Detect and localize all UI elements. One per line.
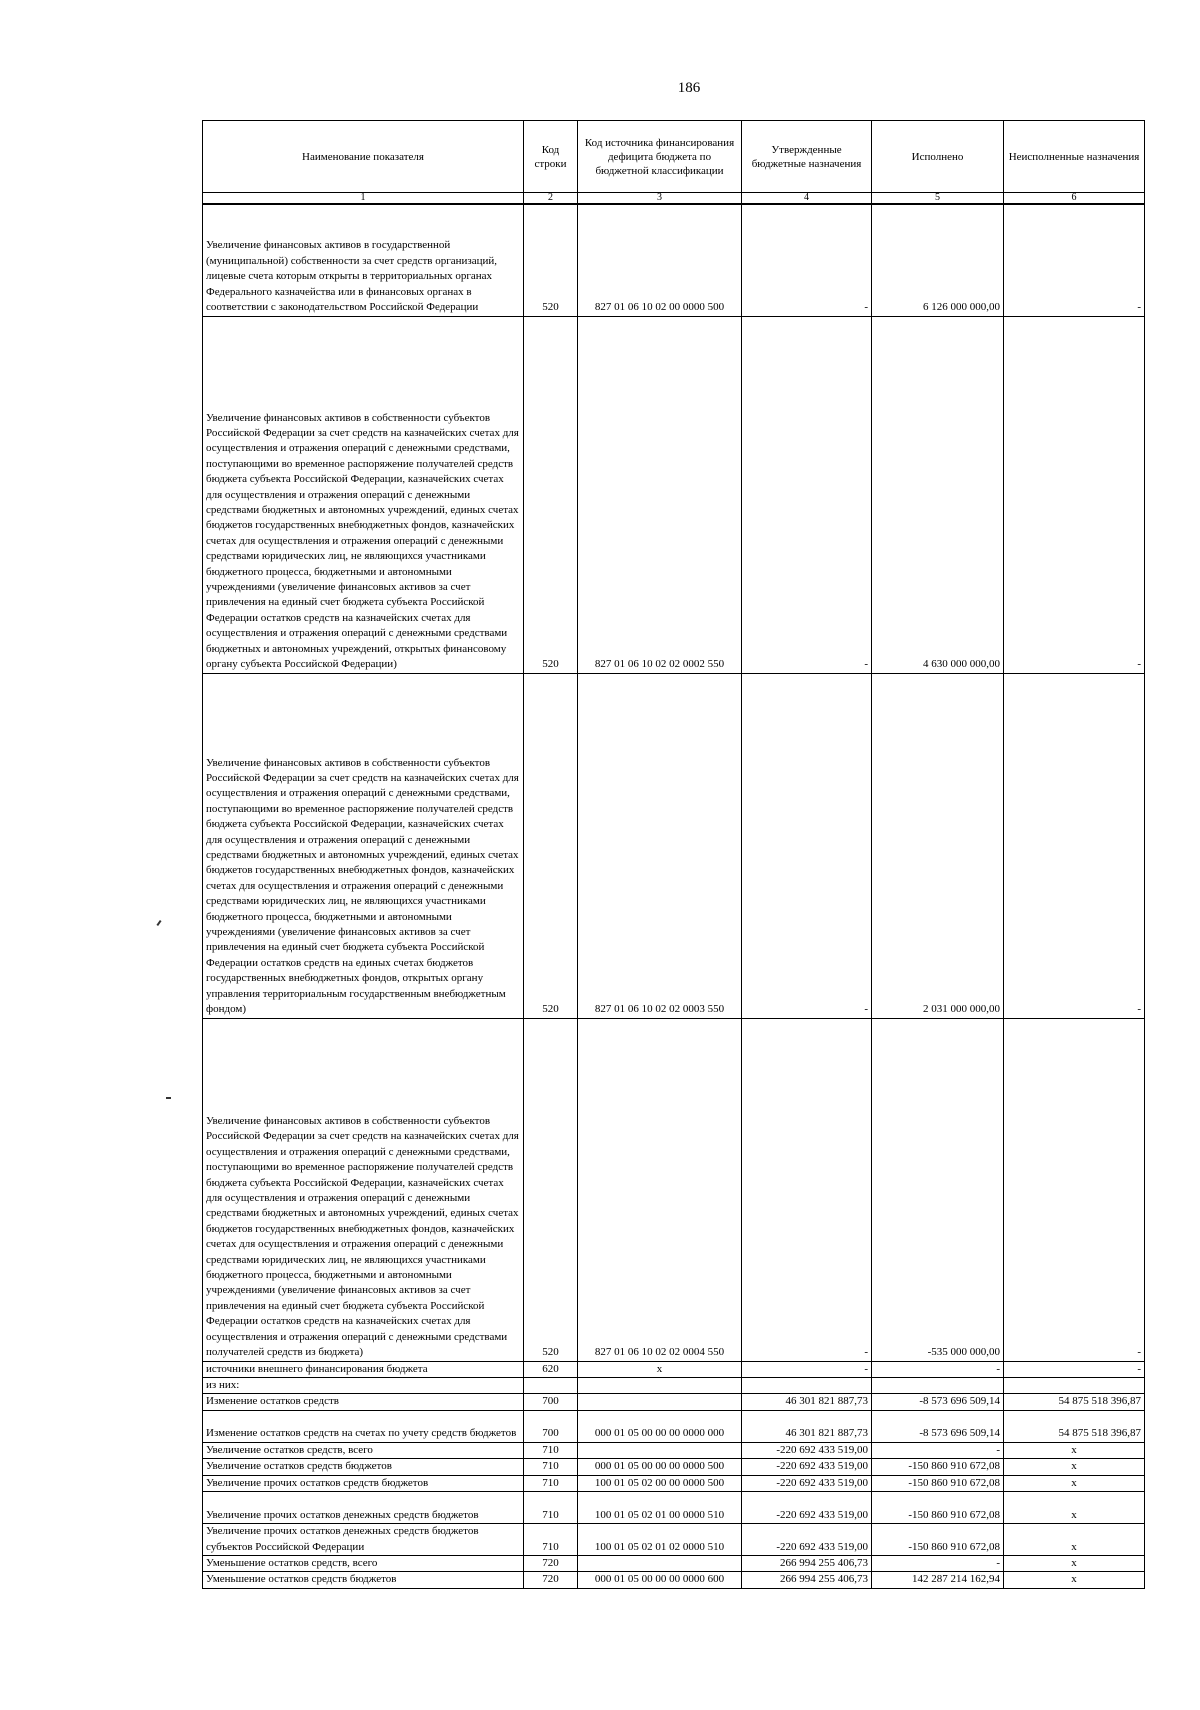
row-code: 720	[524, 1555, 578, 1571]
row-name: Увеличение прочих остатков средств бюджетов	[203, 1475, 524, 1491]
row-unexecuted: x	[1004, 1442, 1145, 1458]
header-unexecuted: Неисполненные назначения	[1004, 121, 1145, 193]
row-unexecuted: 54 875 518 396,87	[1004, 1394, 1145, 1410]
row-name: Увеличение остатков средств, всего	[203, 1442, 524, 1458]
row-name: Увеличение финансовых активов в собственности субъектов Российской Федерации за счет средств на казначейских счетах для осуществления и отражения операций с денежными средствами, поступающими во временное распоряжение получателей средств бюджета субъекта Российской Федерации, казначейских счетах для осуществления и отражения операций с денежными средствами бюджетных и автономных учреждений, единых счетах бюджетов государственных внебюджетных фондов, казначейских счетах для осуществления и отражения операций с денежными средствами юридических лиц, не являющихся участниками бюджетного процесса, бюджетными и автономными учреждениями (увеличение финансовых активов за счет привлечения на единый счет бюджета субъекта Российской Федерации остатков средств на казначейских счетах для осуществления и отражения операций с денежными средствами получателей средств из бюджета)	[203, 1018, 524, 1361]
row-executed: 142 287 214 162,94	[872, 1572, 1004, 1588]
row-code: 520	[524, 316, 578, 673]
row-code: 710	[524, 1523, 578, 1555]
row-source-code: x	[578, 1361, 742, 1377]
row-name: Увеличение прочих остатков денежных средств бюджетов	[203, 1491, 524, 1523]
page-number: 186	[677, 80, 701, 96]
row-executed: 2 031 000 000,00	[872, 673, 1004, 1018]
row-approved: -220 692 433 519,00	[742, 1475, 872, 1491]
row-name: Увеличение финансовых активов в собственности субъектов Российской Федерации за счет средств на казначейских счетах для осуществления и отражения операций с денежными средствами, поступающими во временное распоряжение получателей средств бюджета субъекта Российской Федерации, казначейских счетах для осуществления и отражения операций с денежными средствами бюджетных и автономных учреждений, единых счетах бюджетов государственных внебюджетных фондов, казначейских счетах для осуществления и отражения операций с денежными средствами юридических лиц, не являющихся участниками бюджетного процесса, бюджетными и автономными учреждениями (увеличение финансовых активов за счет привлечения на единый счет бюджета субъекта Российской Федерации остатков средств на казначейских счетах для осуществления и отражения операций с денежными средствами бюджетных и автономных учреждений, открытых финансовому органу субъекта Российской Федерации)	[203, 316, 524, 673]
row-executed: 4 630 000 000,00	[872, 316, 1004, 673]
table-row	[203, 1491, 1145, 1523]
row-unexecuted: 54 875 518 396,87	[1004, 1410, 1145, 1442]
row-source-code: 827 01 06 10 02 02 0003 550	[578, 673, 742, 1018]
row-source-code	[578, 1442, 742, 1458]
row-name: Увеличение остатков средств бюджетов	[203, 1459, 524, 1475]
column-number: 1	[203, 193, 524, 205]
row-unexecuted: -	[1004, 1018, 1145, 1361]
row-approved: -220 692 433 519,00	[742, 1523, 872, 1555]
row-code: 710	[524, 1442, 578, 1458]
row-executed: 6 126 000 000,00	[872, 204, 1004, 316]
row-source-code	[578, 1555, 742, 1571]
row-source-code: 000 01 05 00 00 00 0000 500	[578, 1459, 742, 1475]
column-number: 6	[1004, 193, 1145, 205]
row-code: 520	[524, 1018, 578, 1361]
row-approved	[742, 1377, 872, 1393]
table-row	[203, 1572, 1145, 1588]
row-approved: 46 301 821 887,73	[742, 1394, 872, 1410]
row-name: Увеличение прочих остатков денежных средств бюджетов субъектов Российской Федерации	[203, 1523, 524, 1555]
row-unexecuted: -	[1004, 673, 1145, 1018]
column-number: 2	[524, 193, 578, 205]
row-code: 620	[524, 1361, 578, 1377]
column-number: 3	[578, 193, 742, 205]
row-code: 520	[524, 204, 578, 316]
row-approved: -	[742, 316, 872, 673]
row-name: Изменение остатков средств на счетах по учету средств бюджетов	[203, 1410, 524, 1442]
row-name: из них:	[203, 1377, 524, 1393]
header-code: Код строки	[524, 121, 578, 193]
row-unexecuted: -	[1004, 1361, 1145, 1377]
row-source-code: 827 01 06 10 02 02 0002 550	[578, 316, 742, 673]
table-row	[203, 1523, 1145, 1555]
row-code	[524, 1377, 578, 1393]
row-approved: -220 692 433 519,00	[742, 1491, 872, 1523]
row-name: источники внешнего финансирования бюджета	[203, 1361, 524, 1377]
row-approved: -	[742, 204, 872, 316]
row-code: 710	[524, 1459, 578, 1475]
row-code: 710	[524, 1475, 578, 1491]
column-number: 5	[872, 193, 1004, 205]
row-approved: -	[742, 1018, 872, 1361]
header-approved: Утвержденные бюджетные назначения	[742, 121, 872, 193]
scan-mark	[166, 1097, 171, 1099]
row-source-code: 000 01 05 00 00 00 0000 600	[578, 1572, 742, 1588]
row-executed: -150 860 910 672,08	[872, 1475, 1004, 1491]
row-executed: -8 573 696 509,14	[872, 1394, 1004, 1410]
table-row	[203, 1410, 1145, 1442]
row-approved: -	[742, 673, 872, 1018]
table-row	[203, 1475, 1145, 1491]
row-executed: -	[872, 1442, 1004, 1458]
row-unexecuted: x	[1004, 1572, 1145, 1588]
row-approved: 46 301 821 887,73	[742, 1410, 872, 1442]
table-row	[203, 1394, 1145, 1410]
row-unexecuted: -	[1004, 204, 1145, 316]
column-number-row	[203, 193, 1145, 205]
row-executed: -150 860 910 672,08	[872, 1523, 1004, 1555]
row-unexecuted	[1004, 1377, 1145, 1393]
row-unexecuted: x	[1004, 1459, 1145, 1475]
table-row	[203, 1459, 1145, 1475]
row-approved: 266 994 255 406,73	[742, 1555, 872, 1571]
row-executed: -8 573 696 509,14	[872, 1410, 1004, 1442]
row-source-code: 100 01 05 02 01 02 0000 510	[578, 1523, 742, 1555]
row-code: 700	[524, 1394, 578, 1410]
row-name: Уменьшение остатков средств, всего	[203, 1555, 524, 1571]
row-code: 700	[524, 1410, 578, 1442]
row-executed: -	[872, 1555, 1004, 1571]
row-name: Уменьшение остатков средств бюджетов	[203, 1572, 524, 1588]
row-unexecuted: x	[1004, 1523, 1145, 1555]
table-row	[203, 1377, 1145, 1393]
row-source-code: 827 01 06 10 02 00 0000 500	[578, 204, 742, 316]
row-approved: -	[742, 1361, 872, 1377]
row-unexecuted: -	[1004, 316, 1145, 673]
row-approved: -220 692 433 519,00	[742, 1442, 872, 1458]
row-executed: -535 000 000,00	[872, 1018, 1004, 1361]
row-unexecuted: x	[1004, 1491, 1145, 1523]
row-source-code: 100 01 05 02 00 00 0000 500	[578, 1475, 742, 1491]
row-executed: -150 860 910 672,08	[872, 1459, 1004, 1475]
row-source-code: 827 01 06 10 02 02 0004 550	[578, 1018, 742, 1361]
row-code: 720	[524, 1572, 578, 1588]
header-name: Наименование показателя	[203, 121, 524, 193]
row-executed: -150 860 910 672,08	[872, 1491, 1004, 1523]
table-row	[203, 204, 1145, 316]
row-source-code: 100 01 05 02 01 00 0000 510	[578, 1491, 742, 1523]
row-code: 710	[524, 1491, 578, 1523]
row-executed: -	[872, 1361, 1004, 1377]
header-source-code: Код источника финансирования дефицита бюджета по бюджетной классификации	[578, 121, 742, 193]
row-name: Увеличение финансовых активов в государственной (муниципальной) собственности за счет средств организаций, лицевые счета которым открыты в территориальных органах Федерального казначейства или в финансовых органах в соответствии с законодательством Российской Федерации	[203, 204, 524, 316]
row-source-code: 000 01 05 00 00 00 0000 000	[578, 1410, 742, 1442]
table-row	[203, 1018, 1145, 1361]
table-row	[203, 316, 1145, 673]
scan-mark	[156, 920, 161, 926]
budget-sources-table	[202, 120, 1145, 1589]
column-number: 4	[742, 193, 872, 205]
row-code: 520	[524, 673, 578, 1018]
row-name: Изменение остатков средств	[203, 1394, 524, 1410]
row-unexecuted: x	[1004, 1555, 1145, 1571]
row-approved: -220 692 433 519,00	[742, 1459, 872, 1475]
row-executed	[872, 1377, 1004, 1393]
table-row	[203, 1361, 1145, 1377]
row-source-code	[578, 1377, 742, 1393]
table-row	[203, 673, 1145, 1018]
row-unexecuted: x	[1004, 1475, 1145, 1491]
row-name: Увеличение финансовых активов в собственности субъектов Российской Федерации за счет средств на казначейских счетах для осуществления и отражения операций с денежными средствами, поступающими во временное распоряжение получателей средств бюджета субъекта Российской Федерации, казначейских счетах для осуществления и отражения операций с денежными средствами бюджетных и автономных учреждений, единых счетах бюджетов государственных внебюджетных фондов, казначейских счетах для осуществления и отражения операций с денежными средствами юридических лиц, не являющихся участниками бюджетного процесса, бюджетными и автономными учреждениями (увеличение финансовых активов за счет привлечения на единый счет бюджета субъекта Российской Федерации остатков средств на единых счетах бюджетов государственных внебюджетных фондов, открытых органу управления территориальным государственным внебюджетным фондом)	[203, 673, 524, 1018]
table-row	[203, 1555, 1145, 1571]
header-executed: Исполнено	[872, 121, 1004, 193]
row-approved: 266 994 255 406,73	[742, 1572, 872, 1588]
row-source-code	[578, 1394, 742, 1410]
table-row	[203, 1442, 1145, 1458]
